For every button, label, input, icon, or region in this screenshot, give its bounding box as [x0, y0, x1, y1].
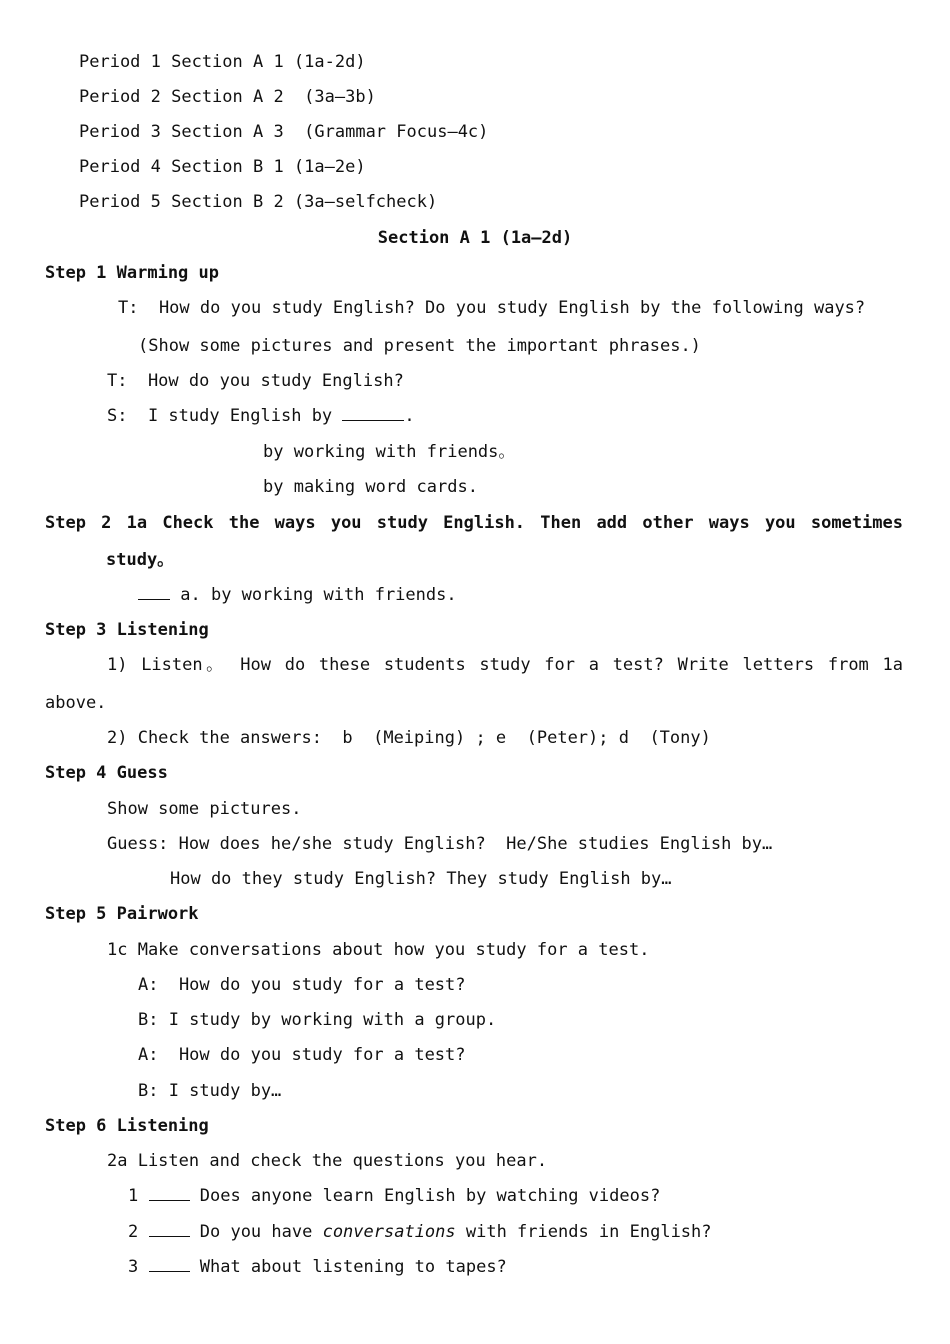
step4-heading: Step 4 Guess [45, 763, 168, 783]
period-2: Period 2 Section A 2 (3a—3b) [79, 87, 376, 107]
step2-heading: Step 2 1a Check the ways you study English. Then add other ways you sometimes [45, 513, 903, 533]
dialog-line: A: How do you study for a test? [138, 1045, 466, 1065]
step1-heading: Step 1 Warming up [45, 263, 219, 283]
step1-student-answer [107, 405, 415, 427]
section-title: Section A 1 (1a—2d) [377, 228, 573, 248]
step5-heading: Step 5 Pairwork [45, 904, 199, 924]
step3-question-1-cont: above. [45, 693, 107, 713]
step1-teacher-note: (Show some pictures and present the important phrases.) [138, 336, 701, 356]
step6-question-1 [128, 1185, 660, 1207]
check-blank[interactable] [138, 585, 170, 600]
step1-example-1: by working with friends。 [263, 442, 516, 462]
step2-item [138, 584, 457, 606]
step4-line-1: Show some pictures. [107, 799, 302, 819]
q3-text: What about listening to tapes? [199, 1257, 507, 1277]
period-3: Period 3 Section A 3 (Grammar Focus—4c) [79, 122, 489, 142]
step2-item-text: a. by working with friends. [180, 585, 457, 605]
step6-intro: 2a Listen and check the questions you hear. [107, 1151, 548, 1171]
dialog-line: A: How do you study for a test? [138, 975, 466, 995]
answer-blank[interactable] [342, 406, 404, 421]
q2-number: 2 [128, 1222, 139, 1242]
q3-blank[interactable] [149, 1257, 190, 1272]
step1-teacher-question-2: T: How do you study English? [107, 371, 404, 391]
step6-question-2 [128, 1221, 712, 1243]
period-5: Period 5 Section B 2 (3a—selfcheck) [79, 192, 438, 212]
period-1: Period 1 Section A 1 (1a-2d) [79, 52, 366, 72]
step1-teacher-question: T: How do you study English? Do you study English by the following ways? [118, 298, 866, 318]
dialog-line: B: I study by working with a group. [138, 1010, 497, 1030]
q3-number: 3 [128, 1257, 139, 1277]
step6-heading: Step 6 Listening [45, 1116, 209, 1136]
q2-text-post: with friends in English? [455, 1222, 712, 1242]
step4-line-2: Guess: How does he/she study English? He/She studies English by… [107, 834, 773, 854]
step6-question-3 [128, 1256, 507, 1278]
step5-intro: 1c Make conversations about how you study for a test. [107, 940, 650, 960]
step3-heading: Step 3 Listening [45, 620, 209, 640]
q2-text-pre: Do you have [199, 1222, 323, 1242]
dialog-line: B: I study by… [138, 1081, 282, 1101]
step2-heading-cont: study。 [106, 550, 175, 570]
q2-text-emphasis: conversations [322, 1222, 456, 1242]
answer-prefix: S: I study English by [107, 406, 343, 426]
step1-example-2: by making word cards. [263, 477, 478, 497]
answer-suffix: . [404, 406, 415, 426]
q1-blank[interactable] [149, 1186, 190, 1201]
q1-number: 1 [128, 1186, 139, 1206]
step3-question-1: 1) Listen。 How do these students study for a test? Write letters from 1a [107, 655, 903, 675]
step3-question-2: 2) Check the answers: b (Meiping) ; e (Peter); d (Tony) [107, 728, 711, 748]
q1-text: Does anyone learn English by watching videos? [199, 1186, 661, 1206]
q2-blank[interactable] [149, 1222, 190, 1237]
period-4: Period 4 Section B 1 (1a—2e) [79, 157, 366, 177]
step4-line-3: How do they study English? They study English by… [170, 869, 672, 889]
